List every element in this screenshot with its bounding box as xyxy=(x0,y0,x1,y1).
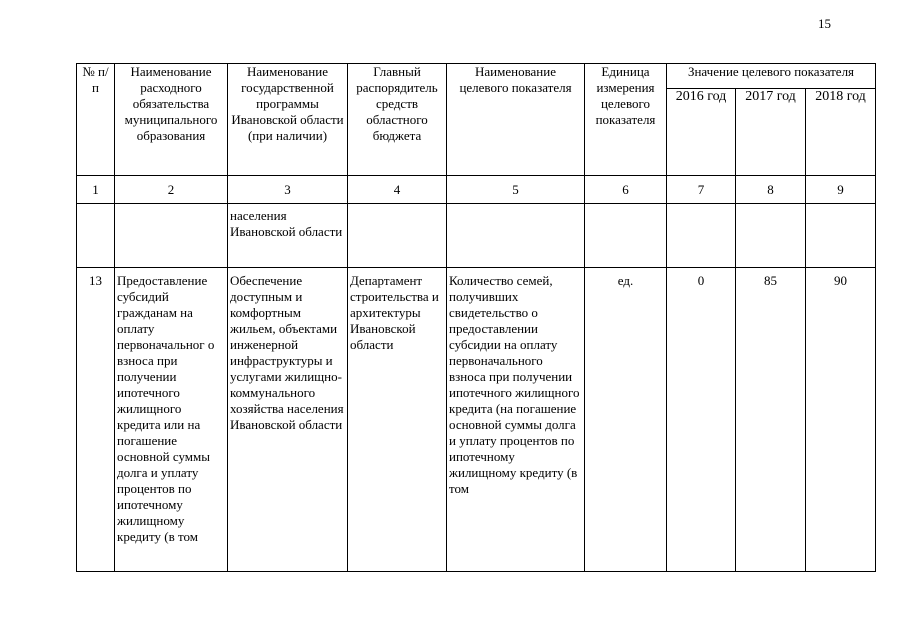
program-continuation-cell: населения Ивановской области xyxy=(228,204,348,268)
continuation-row xyxy=(77,204,876,268)
column-number: 3 xyxy=(228,176,348,204)
unit-cell: ед. xyxy=(585,268,667,572)
header-year-2016: 2016 год xyxy=(667,89,736,176)
table-cell xyxy=(77,204,115,268)
column-number-row xyxy=(77,176,876,204)
page-number: 15 xyxy=(818,16,831,31)
table-cell xyxy=(667,204,736,268)
header-year-2018: 2018 год xyxy=(806,89,876,176)
state-program-cell: Обеспечение доступным и комфортным жильем, объектами инженерной инфраструктуры и услугами жилищно-коммунального хозяйства населения Ивановской области xyxy=(228,268,348,572)
value-2016-cell: 0 xyxy=(667,268,736,572)
table-cell xyxy=(806,204,876,268)
header-year-2017: 2017 год xyxy=(736,89,806,176)
header-state-program: Наименование государственной программы Ивановской области (при наличии) xyxy=(228,64,348,176)
indicator-name-cell: Количество семей, получивших свидетельство о предоставлении субсидии на оплату первоначального взноса при получении ипотечного жилищного кредита (на погашение основной суммы долга и уплату процентов по ипотечному жилищному кредиту (в том xyxy=(447,268,585,572)
expense-obligation-cell: Предоставление субсидий гражданам на оплату первоначальног о взноса при получении ипотечного жилищного кредита или на погашение основной суммы долга и уплату процентов по ипотечному жилищному кредиту (в том xyxy=(115,268,228,572)
header-row-top xyxy=(77,64,876,89)
table-row-13 xyxy=(77,268,876,572)
column-number: 6 xyxy=(585,176,667,204)
header-num: № п/п xyxy=(77,64,115,176)
header-target-value: Значение целевого показателя xyxy=(667,64,876,89)
header-expense-obligation: Наименование расходного обязательства муниципального образования xyxy=(115,64,228,176)
column-number: 8 xyxy=(736,176,806,204)
column-number: 5 xyxy=(447,176,585,204)
table-cell xyxy=(348,204,447,268)
table-cell xyxy=(115,204,228,268)
column-number: 4 xyxy=(348,176,447,204)
header-budget-administrator: Главный распорядитель средств областного бюджета xyxy=(348,64,447,176)
header-unit: Единица измерения целевого показателя xyxy=(585,64,667,176)
column-number: 7 xyxy=(667,176,736,204)
indicator-table xyxy=(76,63,876,572)
table-cell xyxy=(447,204,585,268)
budget-administrator-cell: Департамент строительства и архитектуры Ивановской области xyxy=(348,268,447,572)
column-number: 1 xyxy=(77,176,115,204)
value-2017-cell: 85 xyxy=(736,268,806,572)
value-2018-cell: 90 xyxy=(806,268,876,572)
table-cell xyxy=(736,204,806,268)
column-number: 2 xyxy=(115,176,228,204)
column-number: 9 xyxy=(806,176,876,204)
header-indicator-name: Наименование целевого показателя xyxy=(447,64,585,176)
table-cell xyxy=(585,204,667,268)
row-number-cell: 13 xyxy=(77,268,115,572)
